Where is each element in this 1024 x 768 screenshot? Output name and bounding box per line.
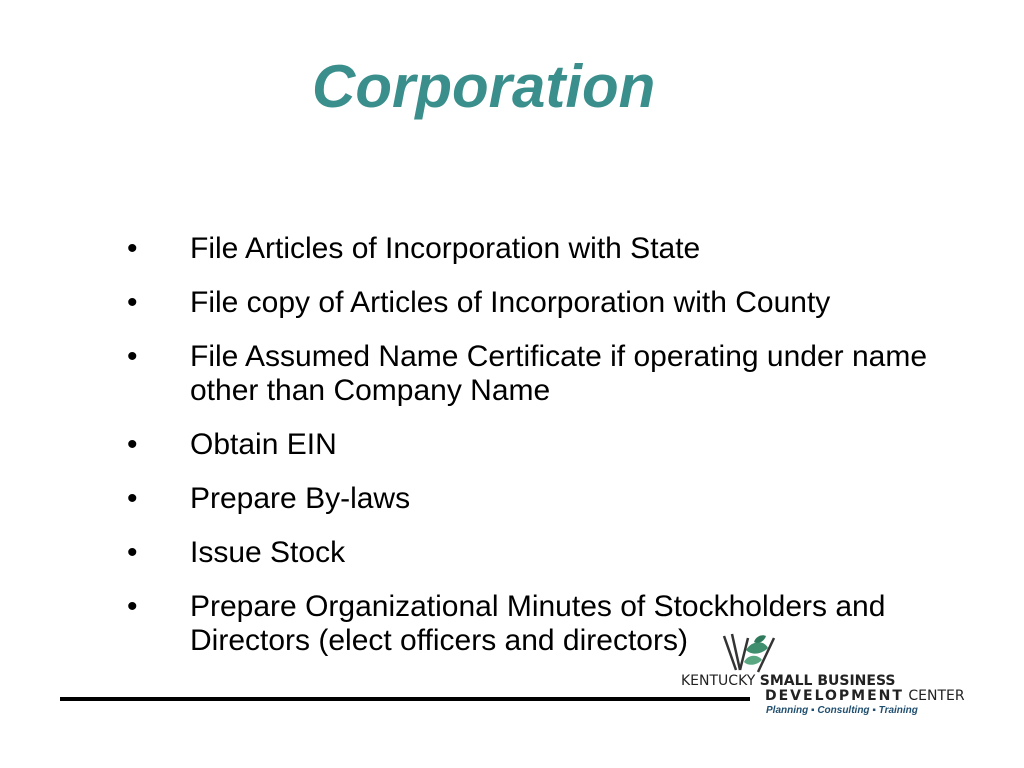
list-item [127, 232, 987, 266]
logo-bold-2: DEVELOPMENT [765, 688, 904, 704]
bullet-text: Issue Stock [190, 536, 346, 569]
logo-line-2 [765, 688, 965, 704]
list-item [127, 340, 987, 408]
bullet-marker: • [127, 482, 138, 515]
bullet-text: File Articles of Incorporation with State [190, 232, 701, 265]
bullet-marker: • [127, 286, 138, 319]
list-item [127, 482, 987, 516]
sbdc-logo [678, 632, 978, 722]
logo-line-1 [681, 673, 895, 689]
bullet-text: File copy of Articles of Incorporation with County [190, 286, 831, 319]
bullet-text: Prepare By-laws [190, 482, 411, 515]
list-item [127, 536, 987, 570]
bullet-text: Prepare Organizational Minutes of Stockholders and Directors (elect officers and directors) [190, 590, 886, 657]
footer-divider [60, 697, 750, 701]
bullet-marker: • [127, 428, 138, 461]
bullet-text: Obtain EIN [190, 428, 337, 461]
bullet-marker: • [127, 232, 138, 265]
bullet-marker: • [127, 590, 138, 623]
leaf-icon [718, 632, 780, 676]
bullet-list [127, 232, 987, 678]
list-item [127, 428, 987, 462]
logo-tagline: Planning ▪ Consulting ▪ Training [766, 705, 918, 716]
logo-suffix: CENTER [908, 688, 965, 704]
logo-prefix: KENTUCKY [681, 673, 756, 689]
logo-bold-1: SMALL BUSINESS [759, 673, 896, 689]
bullet-marker: • [127, 340, 138, 373]
slide-title: Corporation [312, 53, 656, 120]
list-item [127, 286, 987, 320]
bullet-marker: • [127, 536, 138, 569]
bullet-text: File Assumed Name Certificate if operating under name other than Company Name [190, 340, 928, 407]
